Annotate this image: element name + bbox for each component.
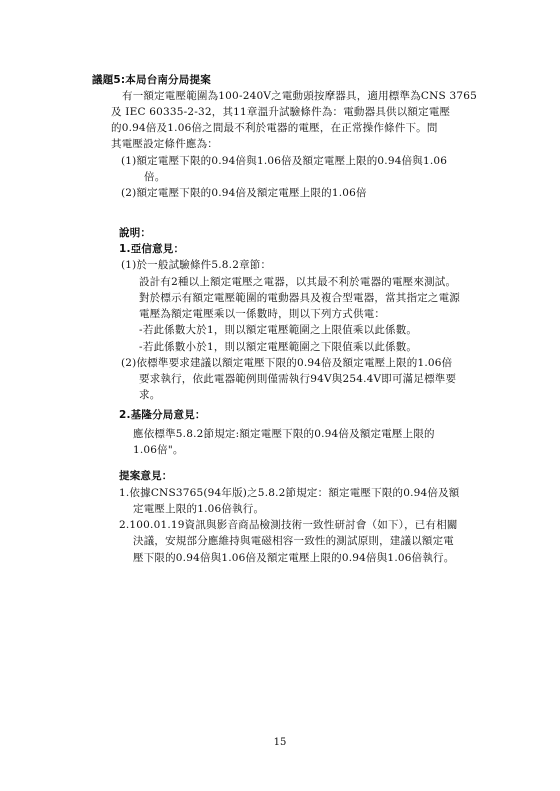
issue-heading: 議題5:本局台南分局提案 — [92, 74, 211, 86]
section1-line: 對於標示有額定電壓範圍的電動器具及複合型電器，當其指定之電源 — [139, 292, 460, 304]
section1-line: (2)依標準要求建議以額定電壓下限的0.94倍及額定電壓上限的1.06倍 — [121, 357, 453, 369]
issue-line: 的0.94倍及1.06倍之間最不利於電器的電壓，在正常操作條件下。問 — [111, 122, 438, 134]
issue-option-cont: 倍。 — [144, 171, 166, 183]
section1-line: 要求執行，依此電器範例則僅需執行94V與254.4V即可滿足標準要 — [139, 373, 457, 385]
section1-line: 求。 — [139, 389, 161, 401]
explanation-heading: 說明： — [119, 227, 152, 239]
section2-line: 1.06倍"。 — [133, 444, 184, 456]
page-number: 15 — [273, 737, 287, 748]
proposal-line: 1.依據CNS3765(94年版)之5.8.2節規定：額定電壓下限的0.94倍及額 — [119, 487, 460, 499]
proposal-line: 壓下限的0.94倍與1.06倍及額定電壓上限的0.94倍與1.06倍執行。 — [133, 552, 455, 564]
issue-option: (1)額定電壓下限的0.94倍與1.06倍及額定電壓上限的0.94倍與1.06 — [121, 155, 448, 167]
section1-title: 1.亞信意見： — [119, 243, 185, 255]
issue-line: 及 IEC 60335-2-32，其11章溫升試驗條件為：電動器具供以額定電壓 — [111, 106, 451, 118]
issue-option: (2)額定電壓下限的0.94倍及額定電壓上限的1.06倍 — [121, 187, 367, 199]
issue-line: 其電壓設定條件應為： — [111, 138, 218, 150]
proposal-line: 2.100.01.19資訊與影音商品檢測技術一致性研討會（如下），已有相關 — [119, 519, 458, 531]
section1-line: -若此係數大於1，則以額定電壓範圍之上限值乘以此係數。 — [139, 324, 418, 336]
section2-line: 應依標準5.8.2節規定:額定電壓下限的0.94倍及額定電壓上限的 — [133, 428, 435, 440]
section2-title: 2.基隆分局意見： — [119, 409, 206, 421]
issue-line: 有一額定電壓範圍為100-240V之電動頭按摩器具，適用標準為CNS 3765 — [122, 90, 477, 102]
section1-line: (1)於一般試驗條件5.8.2章節： — [121, 259, 272, 271]
proposal-heading: 提案意見： — [119, 470, 173, 482]
proposal-line: 定電壓上限的1.06倍執行。 — [133, 503, 265, 515]
proposal-line: 決議，安規部分應維持與電磁相容一致性的測試原則，建議以額定電 — [133, 535, 454, 547]
section1-line: 設計有2種以上額定電壓之電器，以其最不利於電器的電壓來測試。 — [139, 276, 457, 288]
section1-line: 電壓為額定電壓乘以一係數時，則以下列方式供電： — [139, 308, 386, 320]
section1-line: -若此係數小於1，則以額定電壓範圍之下限值乘以此係數。 — [139, 341, 418, 353]
